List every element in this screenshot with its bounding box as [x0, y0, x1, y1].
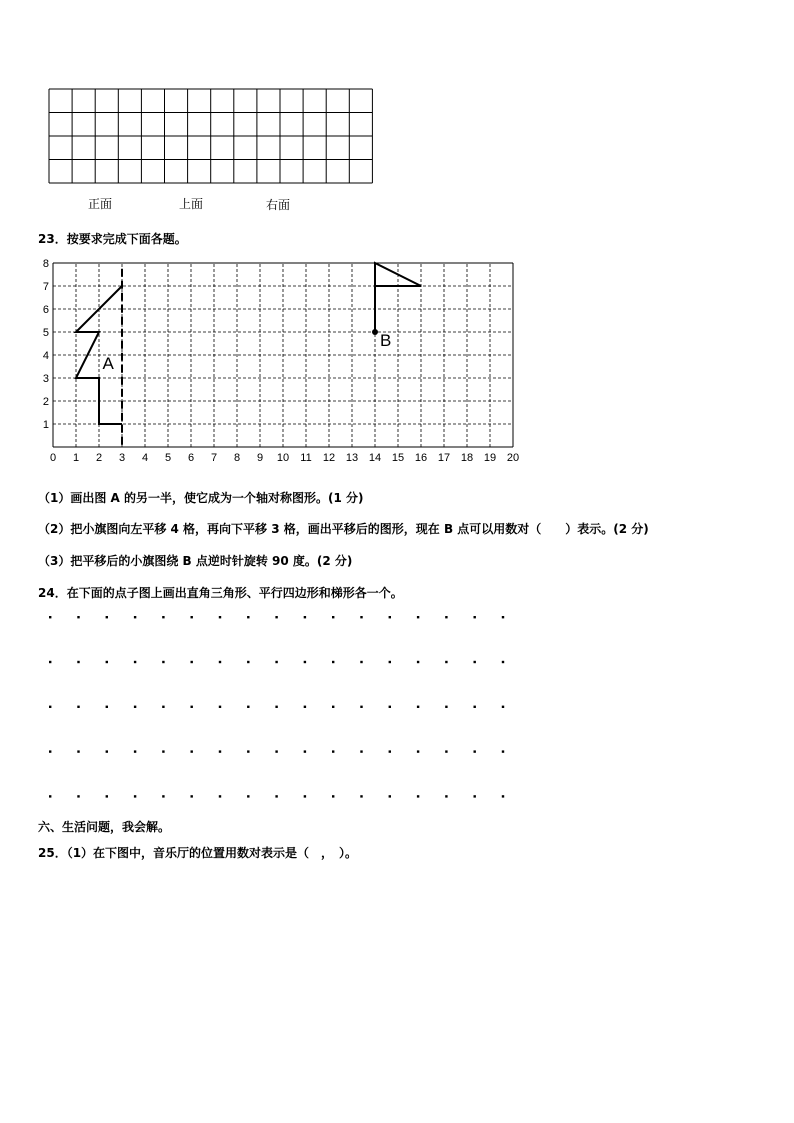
- dot: [191, 750, 193, 752]
- dot: [445, 795, 447, 797]
- x-tick-label: 6: [187, 452, 195, 464]
- y-tick-label: 1: [42, 419, 49, 431]
- dot: [247, 706, 249, 708]
- dot: [360, 616, 362, 618]
- question-23-sub2: （2）把小旗图向左平移 4 格，再向下平移 3 格，画出平移后的图形，现在 B 点可以用数对（ ）表示。(2 分): [38, 522, 649, 536]
- dot: [162, 661, 164, 663]
- x-tick-label: 20: [506, 452, 520, 464]
- dot: [219, 750, 221, 752]
- dot: [332, 750, 334, 752]
- dot: [219, 661, 221, 663]
- dot: [445, 661, 447, 663]
- dot: [360, 795, 362, 797]
- dot: [332, 661, 334, 663]
- dot: [162, 795, 164, 797]
- shape-a-label: A: [102, 353, 114, 373]
- dot: [77, 616, 79, 618]
- views-grid: [48, 88, 374, 184]
- dot: [360, 706, 362, 708]
- dot: [275, 795, 277, 797]
- dot: [502, 706, 504, 708]
- question-23-sub1: （1）画出图 A 的另一半，使它成为一个轴对称图形。(1 分): [38, 491, 364, 505]
- question-24-title: 24．在下面的点子图上画出直角三角形、平行四边形和梯形各一个。: [38, 586, 403, 600]
- dot: [360, 661, 362, 663]
- dot: [445, 750, 447, 752]
- question-23-sub3: （3）把平移后的小旗图绕 B 点逆时针旋转 90 度。(2 分): [38, 554, 353, 568]
- coordinate-grid[interactable]: [36, 258, 520, 468]
- dot: [49, 706, 51, 708]
- dot: [389, 795, 391, 797]
- dot: [162, 750, 164, 752]
- dot: [106, 616, 108, 618]
- dot: [191, 616, 193, 618]
- dot: [219, 706, 221, 708]
- dot: [474, 706, 476, 708]
- dot: [474, 750, 476, 752]
- dot: [134, 706, 136, 708]
- dot: [417, 706, 419, 708]
- question-23-title: 23．按要求完成下面各题。: [38, 232, 187, 246]
- dot: [219, 795, 221, 797]
- dot: [474, 795, 476, 797]
- y-tick-label: 5: [42, 327, 49, 339]
- dot: [106, 750, 108, 752]
- dot: [134, 661, 136, 663]
- point-b-label: B: [380, 331, 392, 350]
- view-label-front: 正面: [88, 197, 113, 211]
- dot: [332, 616, 334, 618]
- dot: [134, 616, 136, 618]
- dot: [304, 795, 306, 797]
- x-tick-label: 13: [345, 452, 359, 464]
- dot: [304, 661, 306, 663]
- dot: [106, 706, 108, 708]
- x-tick-label: 4: [141, 452, 149, 464]
- dot: [77, 795, 79, 797]
- dot: [106, 661, 108, 663]
- dot: [134, 750, 136, 752]
- x-tick-label: 11: [300, 452, 312, 464]
- x-tick-label: 16: [414, 452, 428, 464]
- dot: [417, 661, 419, 663]
- dot: [502, 795, 504, 797]
- dot: [247, 616, 249, 618]
- y-tick-label: 2: [42, 396, 49, 408]
- x-tick-label: 19: [483, 452, 497, 464]
- x-tick-label: 10: [276, 452, 290, 464]
- y-tick-label: 6: [42, 304, 49, 316]
- view-label-right: 右面: [266, 198, 291, 212]
- dot: [304, 616, 306, 618]
- dot: [275, 706, 277, 708]
- dot: [275, 750, 277, 752]
- x-tick-label: 9: [256, 452, 264, 464]
- dot: [332, 795, 334, 797]
- dot: [191, 661, 193, 663]
- x-tick-label: 15: [391, 452, 405, 464]
- x-tick-label: 18: [460, 452, 474, 464]
- dot: [502, 750, 504, 752]
- dot: [77, 661, 79, 663]
- y-tick-label: 3: [42, 373, 49, 385]
- question-25-title: 25．（1）在下图中，音乐厅的位置用数对表示是（ ， ）。: [38, 846, 358, 860]
- dot: [304, 706, 306, 708]
- dot: [191, 706, 193, 708]
- dot: [389, 661, 391, 663]
- dot: [247, 750, 249, 752]
- y-tick-label: 7: [42, 281, 49, 293]
- dot: [417, 750, 419, 752]
- dot: [191, 795, 193, 797]
- dot: [77, 706, 79, 708]
- dot: [360, 750, 362, 752]
- x-tick-label: 5: [164, 452, 172, 464]
- dot: [275, 661, 277, 663]
- section-6-title: 六、生活问题，我会解。: [38, 820, 171, 834]
- dot: [162, 706, 164, 708]
- dot: [502, 661, 504, 663]
- dot: [502, 616, 504, 618]
- x-tick-label: 17: [437, 452, 451, 464]
- x-tick-label: 14: [368, 452, 382, 464]
- dot: [49, 616, 51, 618]
- dot: [247, 795, 249, 797]
- dot: [134, 795, 136, 797]
- dot: [332, 706, 334, 708]
- dot: [417, 616, 419, 618]
- dot: [304, 750, 306, 752]
- x-tick-label: 2: [95, 452, 103, 464]
- x-tick-label: 3: [118, 452, 126, 464]
- dot: [49, 661, 51, 663]
- x-tick-label: 12: [322, 452, 336, 464]
- y-tick-label: 4: [42, 350, 49, 362]
- dot: [389, 750, 391, 752]
- dot: [162, 616, 164, 618]
- dot: [106, 795, 108, 797]
- dot: [474, 661, 476, 663]
- x-tick-label: 8: [233, 452, 241, 464]
- dot: [445, 706, 447, 708]
- dot: [445, 616, 447, 618]
- dot: [219, 616, 221, 618]
- dot: [474, 616, 476, 618]
- dot: [389, 616, 391, 618]
- dot: [77, 750, 79, 752]
- dot: [389, 706, 391, 708]
- y-tick-label: 8: [42, 258, 49, 270]
- dot: [247, 661, 249, 663]
- dot: [417, 795, 419, 797]
- x-tick-label: 0: [49, 452, 57, 464]
- dot-grid[interactable]: [40, 600, 520, 810]
- point-b: [372, 329, 378, 335]
- x-tick-label: 1: [72, 452, 80, 464]
- view-label-top: 上面: [179, 197, 204, 211]
- dot: [275, 616, 277, 618]
- dot: [49, 750, 51, 752]
- dot: [49, 795, 51, 797]
- x-tick-label: 7: [210, 452, 218, 464]
